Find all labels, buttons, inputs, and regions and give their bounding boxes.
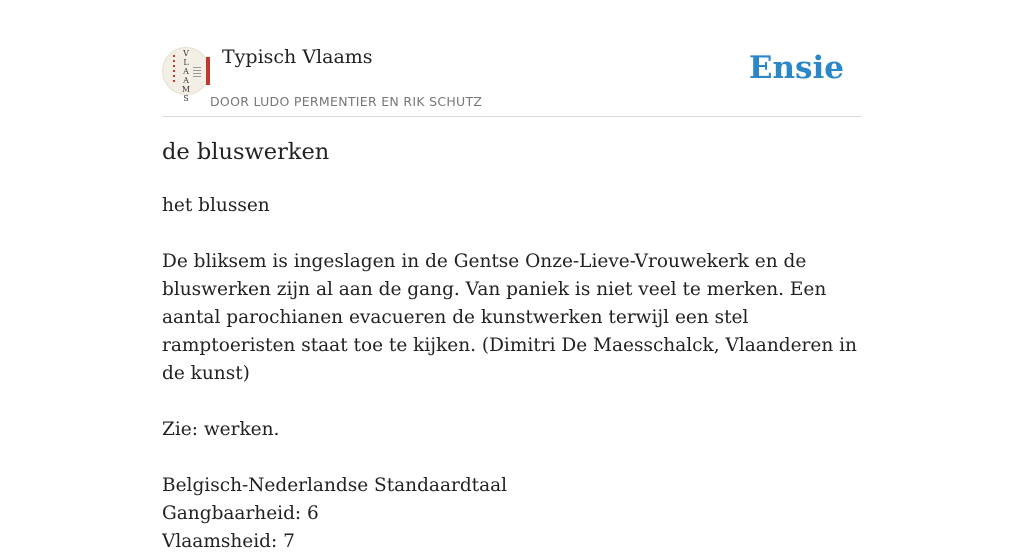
- see-also-text: Zie: werken.: [162, 419, 280, 440]
- ensie-brand-link[interactable]: Ensie: [748, 50, 844, 86]
- typisch-vlaams-logo[interactable]: [162, 47, 210, 103]
- register-label: Belgisch-Nederlandse Standaardtaal: [162, 475, 508, 496]
- logo-letter: A: [183, 76, 189, 85]
- site-title[interactable]: Typisch Vlaams: [222, 46, 373, 68]
- entry-title: de bluswerken: [162, 139, 330, 165]
- paragraph-spacer: [162, 444, 862, 472]
- logo-letter: L: [183, 58, 189, 67]
- entry-body: [162, 192, 862, 556]
- logo-letter: V: [183, 49, 189, 58]
- logo-letter: S: [183, 94, 189, 103]
- logo-red-bar: [206, 57, 210, 85]
- byline: DOOR LUDO PERMENTIER EN RIK SCHUTZ: [210, 94, 483, 109]
- definition-text: het blussen: [162, 195, 270, 216]
- example-quote: De bliksem is ingeslagen in de Gentse Onze-Lieve-Vrouwekerk en de bluswerken zijn al aan de gang. Van paniek is niet veel te merken. Een aantal parochianen evacueren de kunstwerken terwijl een stel ramptoeristen staat toe te kijken. (Dimitri De Maesschalck, Vlaanderen in de kunst): [162, 251, 857, 384]
- paragraph-spacer: [162, 388, 862, 416]
- paragraph-spacer: [162, 220, 862, 248]
- logo-letter: A: [183, 67, 189, 76]
- logo-red-dashes: [173, 55, 175, 85]
- logo-lettering: [181, 49, 191, 103]
- vlaamsheid-rating: Vlaamsheid: 7: [162, 531, 295, 552]
- gangbaarheid-rating: Gangbaarheid: 6: [162, 503, 319, 524]
- logo-letter: M: [181, 85, 191, 94]
- site-header: [162, 44, 862, 117]
- logo-text-lines: [193, 67, 201, 77]
